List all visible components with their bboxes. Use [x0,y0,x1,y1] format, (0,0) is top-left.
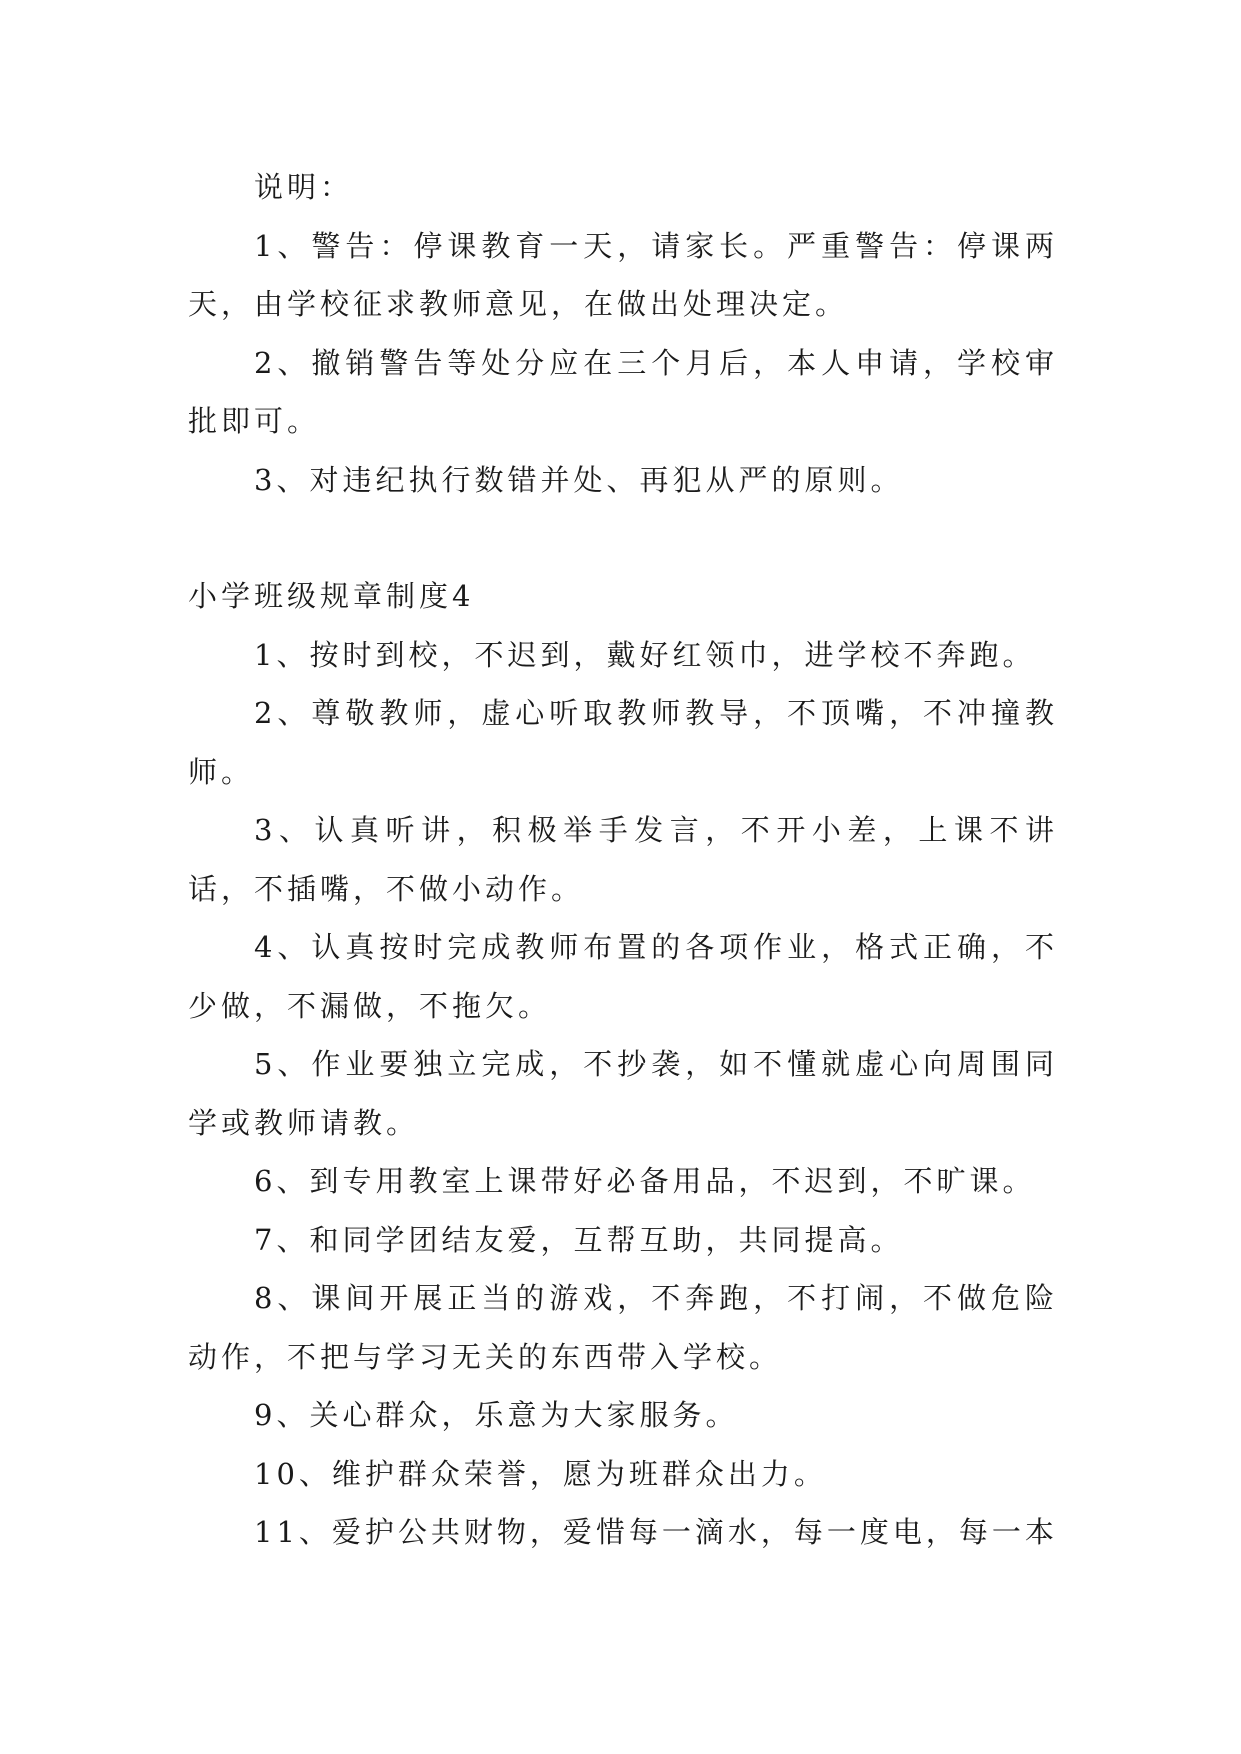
document-body [188,158,1058,1562]
rule-item-8: 8、课间开展正当的游戏，不奔跑，不打闹，不做危险动作，不把与学习无关的东西带入学校。 [188,1281,1058,1374]
explanation-item-3: 3、对违纪执行数错并处、再犯从严的原则。 [254,462,904,497]
rule-item-11: 11、爱护公共财物，爱惜每一滴水，每一度电，每一本 [254,1515,1058,1549]
rule-item-10: 10、维护群众荣誉，愿为班群众出力。 [254,1456,827,1491]
rule-item-4: 4、认真按时完成教师布置的各项作业，格式正确，不少做，不漏做，不拖欠。 [188,930,1058,1023]
rule-item-1: 1、按时到校，不迟到，戴好红领巾，进学校不奔跑。 [254,637,1036,672]
rule-item-2: 2、尊敬教师，虚心听取教师教导，不顶嘴，不冲撞教师。 [188,696,1058,789]
section-title: 小学班级规章制度4 [188,579,475,613]
section-heading-explanation: 说明： [254,170,354,204]
rule-item-6: 6、到专用教室上课带好必备用品，不迟到，不旷课。 [254,1164,1036,1198]
section-spacer [188,509,1058,567]
explanation-item-1: 1、警告：停课教育一天，请家长。严重警告：停课两天，由学校征求教师意见，在做出处理决定。 [188,228,1058,321]
rule-item-9: 9、关心群众，乐意为大家服务。 [254,1398,739,1432]
rule-item-5: 5、作业要独立完成，不抄袭，如不懂就虚心向周围同学或教师请教。 [188,1047,1058,1140]
rule-item-7: 7、和同学团结友爱，互帮互助，共同提高。 [254,1222,904,1257]
rule-item-3: 3、认真听讲，积极举手发言，不开小差，上课不讲话，不插嘴，不做小动作。 [188,813,1058,906]
explanation-item-2: 2、撤销警告等处分应在三个月后，本人申请，学校审批即可。 [188,345,1058,438]
